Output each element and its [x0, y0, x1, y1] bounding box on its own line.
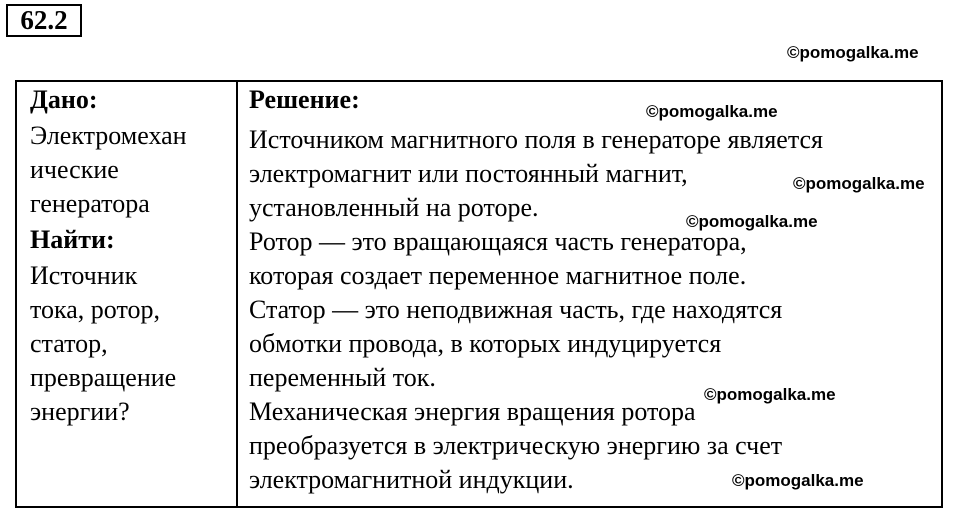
- watermark: ©pomogalka.me: [793, 174, 925, 193]
- given-column: [30, 83, 230, 429]
- solution-line: переменный ток.: [249, 363, 436, 392]
- solution-line: электромагнитной индукции.: [249, 465, 574, 494]
- solution-line: Статор — это неподвижная часть, где находятся: [249, 295, 783, 324]
- find-line: Источник: [30, 261, 138, 290]
- task-number: 62.2: [6, 4, 82, 37]
- solution-line: обмотки провода, в которых индуцируется: [249, 329, 722, 358]
- given-line: Электромехан: [30, 121, 187, 150]
- watermark: ©pomogalka.me: [732, 471, 864, 490]
- column-divider: [236, 80, 238, 508]
- solution-line: установленный на роторе.: [249, 193, 539, 222]
- solution-column: [249, 83, 939, 497]
- find-line: тока, ротор,: [30, 295, 160, 324]
- watermark: ©pomogalka.me: [787, 43, 919, 62]
- given-line: ические: [30, 155, 119, 184]
- given-line: генератора: [30, 189, 150, 218]
- given-text: [30, 119, 230, 221]
- solution-line: которая создает переменное магнитное поле.: [249, 261, 747, 290]
- watermark: ©pomogalka.me: [704, 385, 836, 404]
- find-text: [30, 259, 230, 429]
- watermark: ©pomogalka.me: [646, 102, 778, 121]
- find-line: энергии?: [30, 397, 130, 426]
- solution-line: Ротор — это вращающаяся часть генератора,: [249, 227, 747, 256]
- solution-line: Источником магнитного поля в генераторе является: [249, 125, 824, 154]
- given-heading: Дано:: [30, 85, 98, 114]
- find-line: превращение: [30, 363, 177, 392]
- solution-line: электромагнит или постоянный магнит,: [249, 159, 688, 188]
- solution-heading: Решение:: [249, 85, 360, 114]
- solution-line: преобразуется в электрическую энергию за счет: [249, 431, 783, 460]
- watermark: ©pomogalka.me: [686, 212, 818, 231]
- find-line: статор,: [30, 329, 108, 358]
- find-heading: Найти:: [30, 225, 115, 254]
- solution-line: Механическая энергия вращения ротора: [249, 397, 696, 426]
